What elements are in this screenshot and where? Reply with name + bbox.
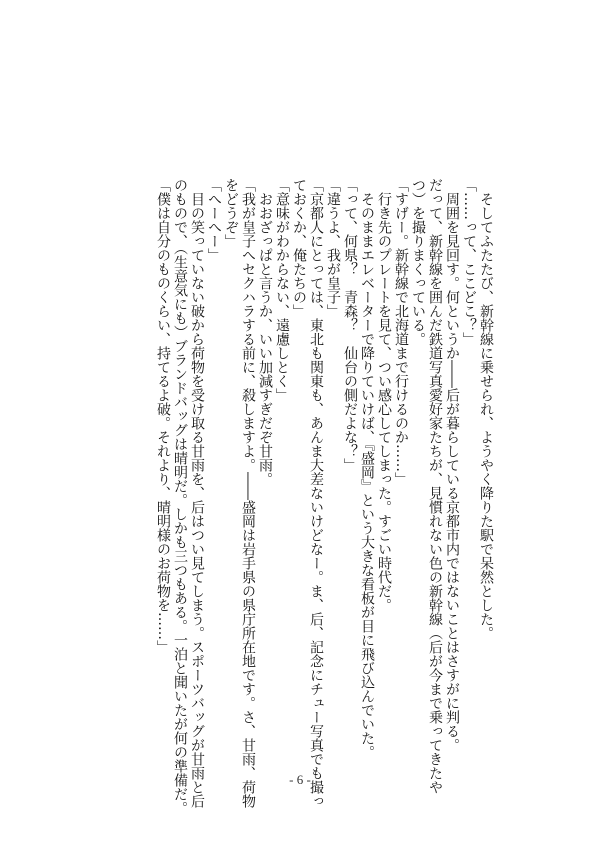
- text-line: のもので、（生意気にも）ブランドバッグは晴明だ。しかも三つもある。一泊と聞いたが何の準備だ。: [172, 178, 188, 815]
- text-line: 「京都人にとっては、東北も関東も、あんま大差ないけどなー。ま、后、記念にチュー写真でも撮っ: [308, 178, 324, 808]
- text-line: 「って、何県？ 青森？ 仙台の側だよな？」: [342, 178, 358, 472]
- text-line: をどうぞ」: [223, 178, 239, 248]
- text-line: 「我が皇子へセクハラする前に、殺しますよ。――盛岡は岩手県の県庁所在地です。さ、甘雨、荷物: [240, 178, 256, 808]
- text-line: そしてふたたび、新幹線に乗せられ、ようやく降りた駅で呆然とした。: [478, 178, 494, 640]
- text-line: つ）を撮りまくっている。: [410, 178, 426, 346]
- text-line: 行き先のプレートを見て、つい感心してしまった。すごい時代だ。: [376, 178, 392, 612]
- text-line: おおざっぱと言うか、いい加減すぎだぞ甘雨。: [257, 178, 273, 486]
- text-line: 「へーへー」: [206, 178, 222, 262]
- text-line: 目の笑っていない破から荷物を受け取る甘雨を、后はつい見てしまう。スポーツバッグが甘雨と后: [189, 178, 205, 808]
- text-line: ておくか、俺たちの」: [291, 178, 307, 318]
- text-line: 「意味がわからない、遠慮しとく」: [274, 178, 290, 402]
- text-line: だって、新幹線を囲んだ鉄道写真愛好家たちが、見慣れない色の新幹線（后が今まで乗ってきたや: [427, 178, 443, 794]
- vertical-body-text: [154, 178, 494, 815]
- text-line: 「すげー。新幹線で北海道まで行けるのか……」: [393, 178, 409, 486]
- text-line: 「僕は自分のものくらい、持てるよ破。それより、晴明様のお荷物を……」: [155, 178, 171, 654]
- text-line: 「……って、ここどこ？」: [461, 178, 477, 346]
- page-number: - 6 -: [289, 772, 311, 787]
- text-line: そのままエレベーターで降りていけば、『盛岡』という大きな看板が目に飛び込んでいた。: [359, 178, 375, 759]
- text-line: 周囲を見回す。何というか――后が暮らしている京都市内ではないことはさすがに判る。: [444, 178, 460, 752]
- text-line: 「違うよ、我が皇子」: [325, 178, 341, 318]
